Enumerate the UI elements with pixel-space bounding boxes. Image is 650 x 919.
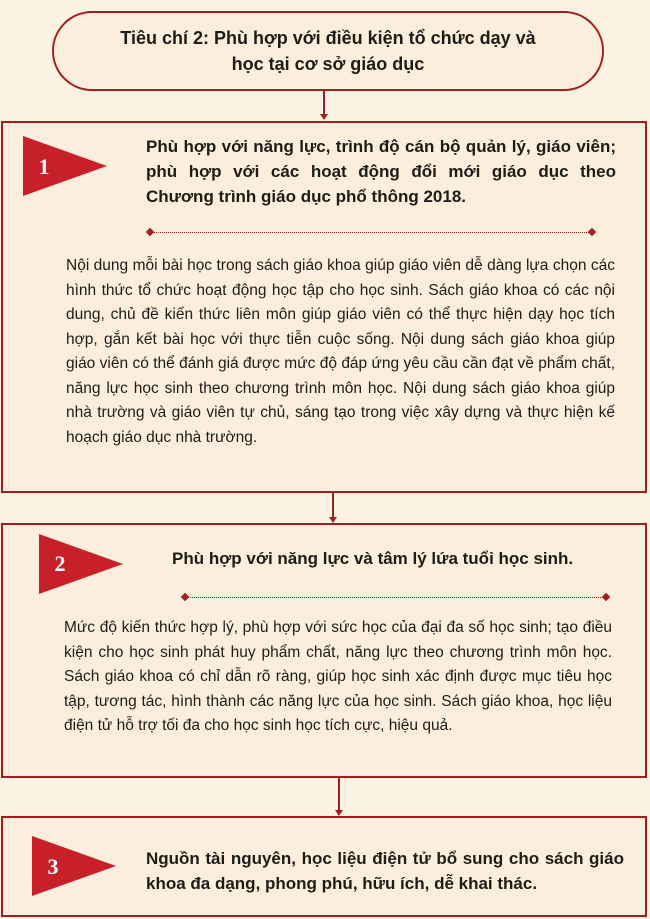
connector-line xyxy=(332,493,334,518)
section-1-body: Nội dung mỗi bài học trong sách giáo khoa giúp giáo viên dễ dàng lựa chọn các hình thức tổ chức hoạt động học tập cho học sinh. Sách giáo khoa có các nội dung, chủ đề kiến thức liên môn giúp giáo viên có thể thực hiện dạy học tích hợp, gắn kết bài học với thực tiễn cuộc sống. Nội dung sách giáo khoa giúp giáo viên có thể đánh giá được mức độ đáp ứng yêu cầu cần đạt về phẩm chất, năng lực học sinh theo chương trình môn học. Nội dung sách giáo khoa giúp nhà trường và giáo viên tự chủ, sáng tạo trong việc xây dựng và thực hiện kế hoạch giáo dục nhà trường. xyxy=(66,257,615,446)
connector-line xyxy=(338,778,340,811)
section-1-divider xyxy=(153,232,589,233)
section-2-body: Mức độ kiến thức hợp lý, phù hợp với sức học của đại đa số học sinh; tạo điều kiện cho học sinh phát huy phẩm chất, năng lực theo chương trình môn học. Sách giáo khoa có chỉ dẫn rõ ràng, giúp học sinh xác định được mục tiêu học tập, tương tác, hình thành các năng lực của học sinh. Sách giáo khoa, học liệu điện tử hỗ trợ tối đa cho học sinh học tích cực, hiệu quả. xyxy=(64,619,612,734)
section-2-heading: Phù hợp với năng lực và tâm lý lứa tuổi học sinh. xyxy=(172,549,574,568)
section-2-divider xyxy=(188,597,603,598)
section-3-heading: Nguồn tài nguyên, học liệu điện tử bổ sung cho sách giáo khoa đa dạng, phong phú, hữu ích, dễ khai thác. xyxy=(146,849,624,893)
section-2-number: 2 xyxy=(54,551,66,576)
section-3-number: 3 xyxy=(47,854,59,879)
criterion-title: Tiêu chí 2: Phù hợp với điều kiện tổ chức dạy và học tại cơ sở giáo dục xyxy=(120,28,536,74)
connector-line xyxy=(323,91,325,115)
connector-arrow-icon xyxy=(320,114,328,120)
criterion-title-box xyxy=(52,11,604,91)
section-1-heading: Phù hợp với năng lực, trình độ cán bộ quản lý, giáo viên; phù hợp với các hoạt động đổi mới giáo dục theo Chương trình giáo dục phổ thông 2018. xyxy=(146,137,616,206)
section-1-number: 1 xyxy=(38,154,50,179)
